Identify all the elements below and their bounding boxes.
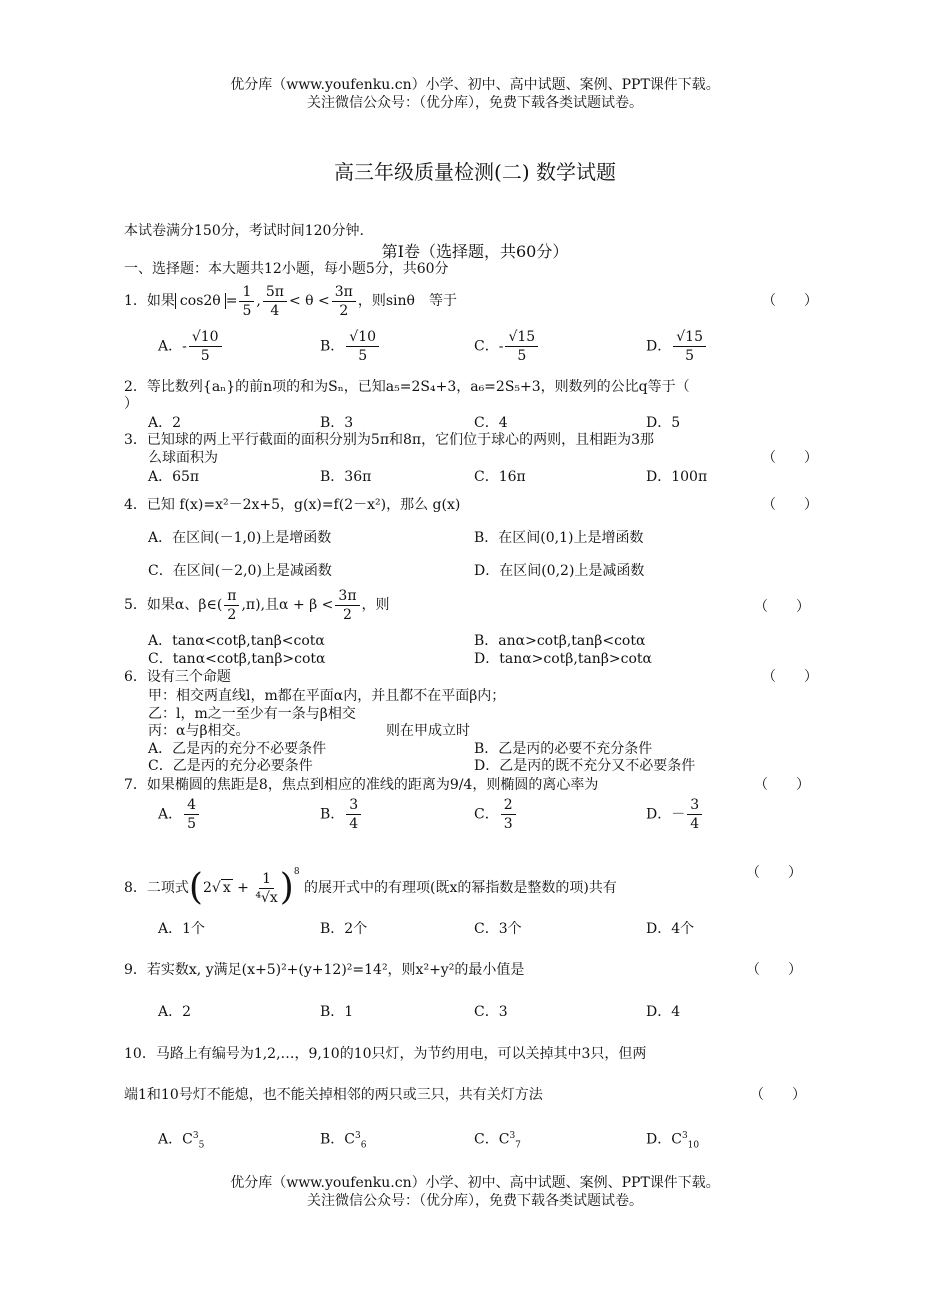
header-line-1: 优分库（www.youfenku.cn）小学、初中、高中试题、案例、PPT课件下载。: [230, 77, 720, 93]
q1-option-a: A．- $\frac{√10}{5}$: [158, 330, 224, 363]
q8-option-d: D．4个: [646, 921, 695, 937]
question-3-cont: 么球面积为: [148, 450, 218, 466]
q6-statement-bing: 丙：α与β相交。: [148, 723, 250, 739]
question-3: 3．已知球的两上平行截面的面积分别为5π和8π，它们位于球心的两则，且相距为3那: [124, 432, 655, 448]
q5-option-d: D．tanα>cotβ,tanβ>cotα: [474, 651, 653, 667]
q8-option-c: C．3个: [474, 921, 522, 937]
q2-option-b: B．3: [320, 415, 354, 431]
question-2-cont: ）: [124, 396, 138, 412]
q8-option-a: A．1个: [158, 921, 206, 937]
q10-option-d: D．$C^3_{10}$: [646, 1131, 700, 1151]
q6-option-a: A．乙是丙的充分不必要条件: [148, 741, 327, 757]
q2-option-d: D．5: [646, 415, 681, 431]
q1-option-b: B． $\frac{√10}{5}$: [320, 330, 381, 363]
page-title: 高三年级质量检测(二) 数学试题: [334, 160, 616, 184]
question-1: 1．如果 cos2θ = $\frac{1}{5}$ , $\frac{5\pi}{4}$ < θ < $\frac{3\pi}{2}$ ，则sinθ 等于: [124, 283, 457, 319]
question-10: 10．马路上有编号为1,2,…，9,10的10只灯，为节约用电，可以关掉其中3只，但两: [124, 1046, 647, 1062]
q7-option-d: D．－ $\frac{3}{4}$: [646, 798, 704, 831]
intro-text: 本试卷满分150分，考试时间120分钟.: [124, 223, 364, 239]
footer-line-2: 关注微信公众号：（优分库），免费下载各类试题试卷。: [307, 1193, 643, 1209]
q2-option-c: C．4: [474, 415, 508, 431]
answer-blank-8: （ ）: [746, 865, 802, 881]
question-5: 5．如果α、β∈( $\frac{\pi}{2}$ ,π),且α + β < $\frac{3\pi}{2}$ ，则: [124, 587, 390, 623]
q10-option-a: A．$C^3_5$: [158, 1131, 205, 1151]
question-6: 6．设有三个命题: [124, 669, 231, 685]
answer-blank-5: （ ）: [754, 599, 810, 615]
q3-option-b: B．36π: [320, 469, 372, 485]
question-10-cont: 端1和10号灯不能熄，也不能关掉相邻的两只或三只，共有关灯方法: [124, 1087, 543, 1103]
q4-option-c: C．在区间(－2,0)上是减函数: [148, 563, 332, 579]
q6-option-c: C．乙是丙的充分必要条件: [148, 758, 313, 774]
question-2: 2．等比数列{aₙ}的前n项的和为Sₙ，已知a₅=2S₄+3，a₆=2S₅+3，则数列的公比q等于（: [124, 379, 690, 395]
q3-option-c: C．16π: [474, 469, 526, 485]
answer-blank-4: （ ）: [762, 497, 818, 513]
answer-blank-7: （ ）: [754, 777, 810, 793]
q1-option-c: C．- $\frac{√15}{5}$: [474, 330, 540, 363]
question-7: 7．如果椭圆的焦距是8，焦点到相应的准线的距离为9/4，则椭圆的离心率为: [124, 777, 599, 793]
q3-option-d: D．100π: [646, 469, 708, 485]
q10-option-c: C．$C^3_7$: [474, 1131, 521, 1151]
q6-condition: 则在甲成立时: [386, 723, 470, 739]
q6-statement-jia: 甲：相交两直线l，m都在平面α内，并且都不在平面β内；: [148, 688, 506, 704]
q7-option-c: C． $\frac{2}{3}$: [474, 798, 518, 831]
header-line-2: 关注微信公众号：（优分库），免费下载各类试题试卷。: [307, 95, 643, 111]
question-9: 9．若实数x, y满足(x+5)²+(y+12)²=14²，则x²+y²的最小值是: [124, 962, 525, 978]
question-8: 8．二项式(2√ x + $\frac{1}{\text{⁴√x}}$ )$^8$ 的展开式中的有理项(既x的幂指数是整数的项)共有: [124, 867, 617, 908]
q9-option-a: A．2: [158, 1004, 192, 1020]
q4-option-a: A．在区间(－1,0)上是增函数: [148, 530, 332, 546]
q4-option-b: B．在区间(0,1)上是增函数: [474, 530, 644, 546]
q5-option-a: A．tanα<cotβ,tanβ<cotα: [148, 633, 325, 649]
q6-option-d: D．乙是丙的既不充分又不必要条件: [474, 758, 696, 774]
q1-option-d: D． $\frac{√15}{5}$: [646, 330, 708, 363]
question-4: 4．已知 f(x)=x²－2x+5，g(x)=f(2－x²)，那么 g(x): [124, 497, 461, 513]
q5-option-c: C．tanα<cotβ,tanβ>cotα: [148, 651, 326, 667]
q8-option-b: B．2个: [320, 921, 368, 937]
q9-option-b: B．1: [320, 1004, 354, 1020]
q9-option-c: C．3: [474, 1004, 508, 1020]
section-title: 第Ⅰ卷（选择题，共60分）: [381, 242, 569, 261]
answer-blank-6: （ ）: [762, 669, 818, 685]
answer-blank-10: （ ）: [750, 1087, 806, 1103]
answer-blank-9: （ ）: [746, 962, 802, 978]
answer-blank-1: （ ）: [762, 293, 818, 309]
q9-option-d: D．4: [646, 1004, 681, 1020]
q6-statement-yi: 乙：l，m之一至少有一条与β相交: [148, 706, 356, 722]
q5-option-b: B．anα>cotβ,tanβ<cotα: [474, 633, 646, 649]
q7-option-b: B． $\frac{3}{4}$: [320, 798, 363, 831]
q7-option-a: A． $\frac{4}{5}$: [158, 798, 201, 831]
q2-option-a: A．2: [148, 415, 182, 431]
q10-option-b: B．$C^3_6$: [320, 1131, 367, 1151]
q4-option-d: D．在区间(0,2)上是减函数: [474, 563, 645, 579]
q3-option-a: A．65π: [148, 469, 200, 485]
footer-line-1: 优分库（www.youfenku.cn）小学、初中、高中试题、案例、PPT课件下载。: [230, 1175, 720, 1191]
abs-cos: cos2θ: [175, 293, 226, 309]
q6-option-b: B．乙是丙的必要不充分条件: [474, 741, 653, 757]
part-heading: 一、选择题：本大题共12小题，每小题5分，共60分: [124, 261, 449, 277]
answer-blank-3: （ ）: [762, 450, 818, 466]
